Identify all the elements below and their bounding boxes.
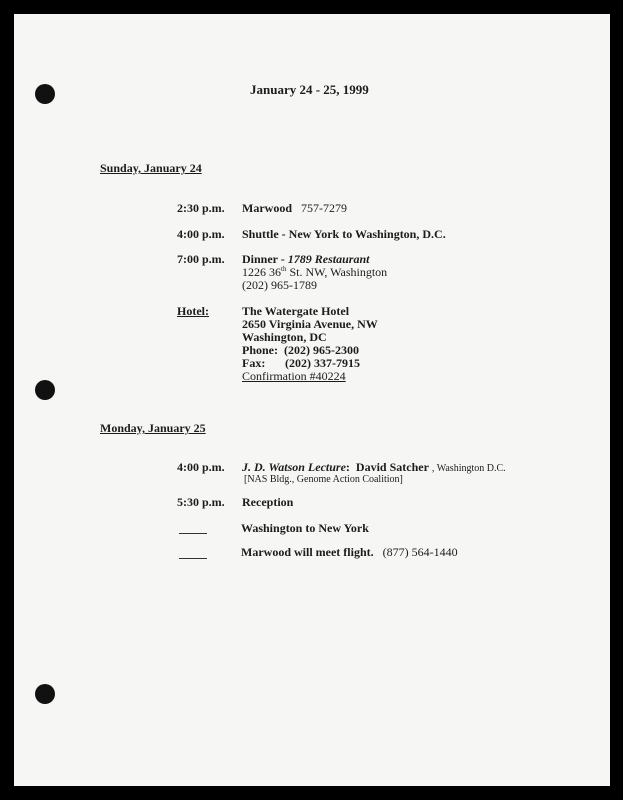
hotel-label: Hotel: (177, 304, 209, 318)
lecture-title: J. D. Watson Lecture (242, 460, 346, 474)
monday-event-3: Washington to New York (241, 521, 369, 535)
sunday-event-1 (242, 201, 347, 216)
monday-heading: Monday, January 25 (100, 421, 206, 435)
address-suffix: th (281, 265, 287, 273)
hotel-name: The Watergate Hotel (242, 304, 350, 318)
sunday-time-3: 7:00 p.m. (177, 252, 225, 266)
document-page (14, 14, 610, 786)
pickup-text: Marwood will meet flight. (241, 545, 374, 559)
lecture-speaker: David Satcher (355, 460, 429, 474)
sunday-time-2: 4:00 p.m. (177, 227, 225, 241)
binder-hole-top (35, 84, 55, 104)
restaurant-phone: (202) 965-1789 (242, 278, 317, 292)
monday-time-2: 5:30 p.m. (177, 495, 225, 509)
fax-label: Fax: (242, 356, 266, 370)
restaurant-name: 1789 Restaurant (287, 252, 370, 266)
monday-event-1 (242, 460, 506, 475)
hotel-confirmation: Confirmation #40224 (242, 369, 346, 383)
dinner-label: Dinner - (242, 252, 288, 266)
monday-time-1: 4:00 p.m. (177, 460, 225, 474)
monday-event-2: Reception (242, 495, 294, 509)
hotel-city: Washington, DC (242, 330, 327, 344)
event-name: Marwood (242, 201, 292, 215)
page-title: January 24 - 25, 1999 (250, 82, 369, 97)
pickup-phone: (877) 564-1440 (382, 545, 458, 559)
address-street: St. NW, Washington (286, 265, 388, 279)
phone-number: (202) 965-2300 (284, 343, 359, 357)
lecture-colon: : (345, 460, 350, 474)
binder-hole-middle (35, 380, 55, 400)
monday-event-4 (241, 545, 458, 560)
sunday-event-2: Shuttle - New York to Washington, D.C. (242, 227, 446, 241)
sunday-time-1: 2:30 p.m. (177, 201, 225, 215)
address-number: 1226 36 (242, 265, 281, 279)
sunday-heading: Sunday, January 24 (100, 161, 202, 175)
time-blank-2 (179, 558, 207, 559)
time-blank-1 (179, 533, 207, 534)
phone-label: Phone: (242, 343, 278, 357)
event-phone: 757-7279 (301, 201, 347, 215)
fax-number: (202) 337-7915 (285, 356, 360, 370)
binder-hole-bottom (35, 684, 55, 704)
hotel-street: 2650 Virginia Avenue, NW (242, 317, 378, 331)
lecture-note: [NAS Bldg., Genome Action Coalition] (244, 474, 403, 485)
lecture-location: , Washington D.C. (431, 463, 506, 474)
